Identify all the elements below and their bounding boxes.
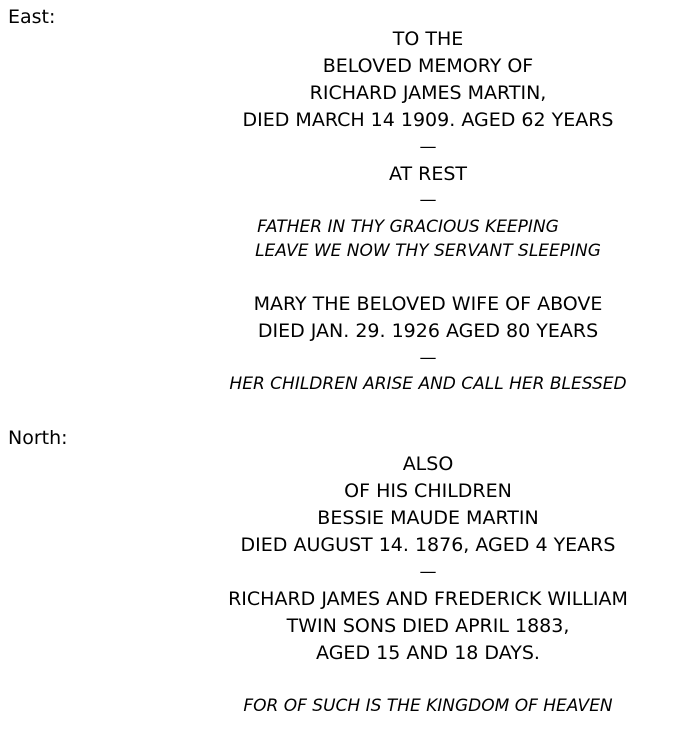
east-divider: — (419, 348, 437, 368)
east-line: RICHARD JAMES MARTIN, (309, 82, 547, 104)
east-heading: East: (8, 6, 56, 28)
east-line: AT REST (388, 163, 468, 185)
north-line: OF HIS CHILDREN (344, 480, 512, 502)
east-line: MARY THE BELOVED WIFE OF ABOVE (253, 293, 603, 315)
east-line: DIED MARCH 14 1909. AGED 62 YEARS (242, 109, 614, 131)
north-heading: North: (8, 427, 68, 449)
north-line: TWIN SONS DIED APRIL 1883, (286, 615, 570, 637)
north-line: ALSO (402, 453, 454, 475)
east-verse-line: HER CHILDREN ARISE AND CALL HER BLESSED (229, 374, 627, 394)
north-line: BESSIE MAUDE MARTIN (317, 507, 539, 529)
north-divider: — (419, 562, 437, 582)
east-line: BELOVED MEMORY OF (322, 55, 534, 77)
north-verse-line: FOR OF SUCH IS THE KINGDOM OF HEAVEN (243, 696, 613, 716)
east-divider: — (419, 190, 437, 210)
east-line: DIED JAN. 29. 1926 AGED 80 YEARS (257, 320, 599, 342)
east-line: TO THE (392, 28, 464, 50)
east-divider: — (419, 137, 437, 157)
north-line: RICHARD JAMES AND FREDERICK WILLIAM (228, 588, 628, 610)
east-verse-line: LEAVE WE NOW THY SERVANT SLEEPING (255, 241, 601, 261)
east-verse-line: FATHER IN THY GRACIOUS KEEPING (257, 217, 559, 237)
north-line: DIED AUGUST 14. 1876, AGED 4 YEARS (240, 534, 616, 556)
north-line: AGED 15 AND 18 DAYS. (316, 642, 540, 664)
